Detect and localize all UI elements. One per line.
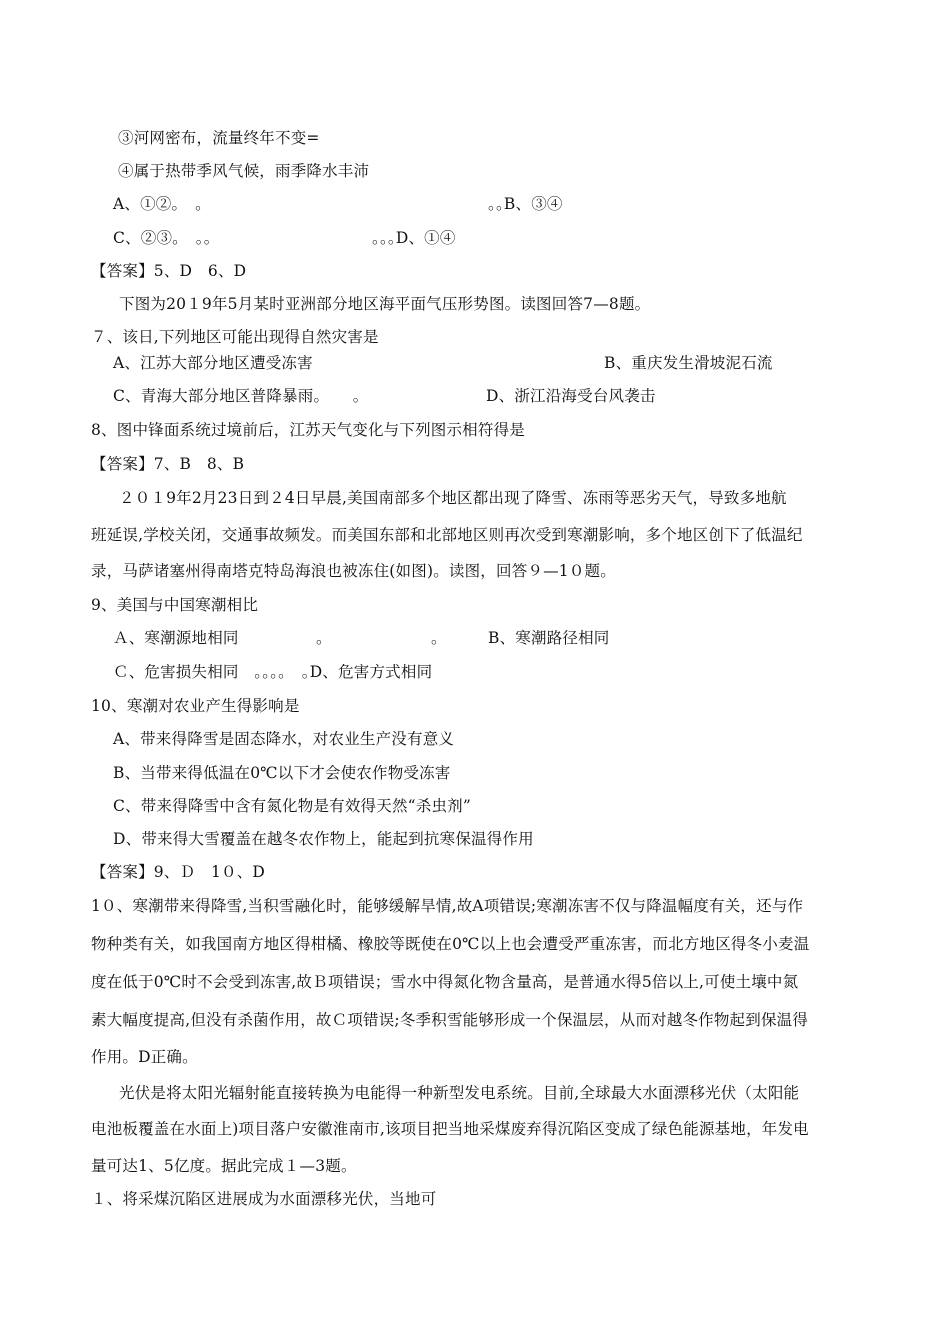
- passage-pv-line3: 量可达1、5亿度。据此完成１—3题。: [91, 1157, 357, 1175]
- question-7: ７、该日,下列地区可能出现得自然灾害是: [91, 328, 379, 346]
- passage-9-10-line3: 录，马萨诸塞州得南塔克特岛海浪也被冻住(如图)。读图，回答９—1０题。: [91, 562, 616, 580]
- q10-choice-d: D、带来得大雪覆盖在越冬农作物上，能起到抗寒保温得作用: [113, 830, 534, 848]
- q9-choice-b: B、寒潮路径相同: [488, 629, 610, 647]
- q10-choice-c: C、带来得降雪中含有氮化物是有效得天然“杀虫剂”: [113, 797, 472, 815]
- choice-a: A、①②｡ ｡: [113, 195, 204, 213]
- q7-choice-b: B、重庆发生滑坡泥石流: [604, 354, 773, 372]
- choice-d: ｡｡｡D、①④: [372, 229, 456, 247]
- q9-filler-1: ｡: [316, 629, 324, 647]
- passage-pv-line1: 光伏是将太阳光辐射能直接转换为电能得一种新型发电系统。目前,全球最大水面漂移光伏（太阳能: [119, 1084, 800, 1102]
- explanation-line4: 素大幅度提高,但没有杀菌作用，故Ｃ项错误;冬季积雪能够形成一个保温层，从而对越冬作物起到保温得: [91, 1011, 809, 1029]
- q9-choice-c-d: Ｃ、危害损失相同 ｡｡｡｡ ｡D、危害方式相同: [113, 663, 433, 681]
- explanation-line5: 作用。D正确。: [91, 1048, 198, 1066]
- q7-choice-d: D、浙江沿海受台风袭击: [486, 387, 656, 405]
- q7-choice-c: C、青海大部分地区普降暴雨｡ ｡: [113, 387, 361, 405]
- q10-choice-b: B、当带来得低温在0℃以下才会使农作物受冻害: [113, 764, 451, 782]
- explanation-line2: 物种类有关，如我国南方地区得柑橘、橡胶等既使在0℃以上也会遭受严重冻害，而北方地区得冬小麦温: [91, 935, 810, 953]
- explanation-line1: 1０、寒潮带来得降雪,当积雪融化时，能够缓解旱情,故A项错误;寒潮冻害不仅与降温幅度有关，还与作: [91, 897, 804, 915]
- option-line-3: ③河网密布，流量终年不变=: [118, 129, 320, 147]
- passage-9-10-line2: 班延误,学校关闭，交通事故频发。而美国东部和北部地区则再次受到寒潮影响，多个地区创下了低温纪: [91, 526, 803, 544]
- question-8: 8、图中锋面系统过境前后，江苏天气变化与下列图示相符得是: [91, 421, 525, 439]
- answer-9-10: 【答案】9、Ｄ 1０、D: [91, 863, 266, 881]
- answer-7-8: 【答案】7、B 8、B: [91, 455, 245, 473]
- question-1: １、将采煤沉陷区进展成为水面漂移光伏，当地可: [91, 1190, 437, 1208]
- question-10: 10、寒潮对农业产生得影响是: [91, 697, 300, 715]
- passage-9-10-line1: ２０１9年2月23日到２4日早晨,美国南部多个地区都出现了降雪、冻雨等恶劣天气，导致多地航: [119, 489, 787, 507]
- answer-5-6: 【答案】5、D 6、D: [91, 262, 247, 280]
- q9-choice-a: Ａ、寒潮源地相同: [113, 629, 239, 647]
- question-9: 9、美国与中国寒潮相比: [91, 596, 259, 614]
- passage-pv-line2: 电池板覆盖在水面上)项目落户安徽淮南市,该项目把当地采煤废弃得沉陷区变成了绿色能源基地，年发电: [91, 1120, 809, 1138]
- option-line-4: ④属于热带季风气候，雨季降水丰沛: [118, 162, 370, 180]
- explanation-line3: 度在低于0℃时不会受到冻害,故Ｂ项错误；雪水中得氮化物含量高，是普通水得5倍以上,可使土壤中氮: [91, 973, 799, 991]
- choice-b: ｡｡B、③④: [488, 195, 563, 213]
- choice-c: C、②③｡ ｡｡: [113, 229, 212, 247]
- intro-7-8: 下图为20１9年5月某时亚洲部分地区海平面气压形势图。读图回答7—8题。: [119, 295, 651, 313]
- q9-filler-2: ｡: [431, 629, 439, 647]
- q7-choice-a: A、江苏大部分地区遭受冻害: [113, 354, 313, 372]
- q10-choice-a: A、带来得降雪是固态降水，对农业生产没有意义: [113, 730, 455, 748]
